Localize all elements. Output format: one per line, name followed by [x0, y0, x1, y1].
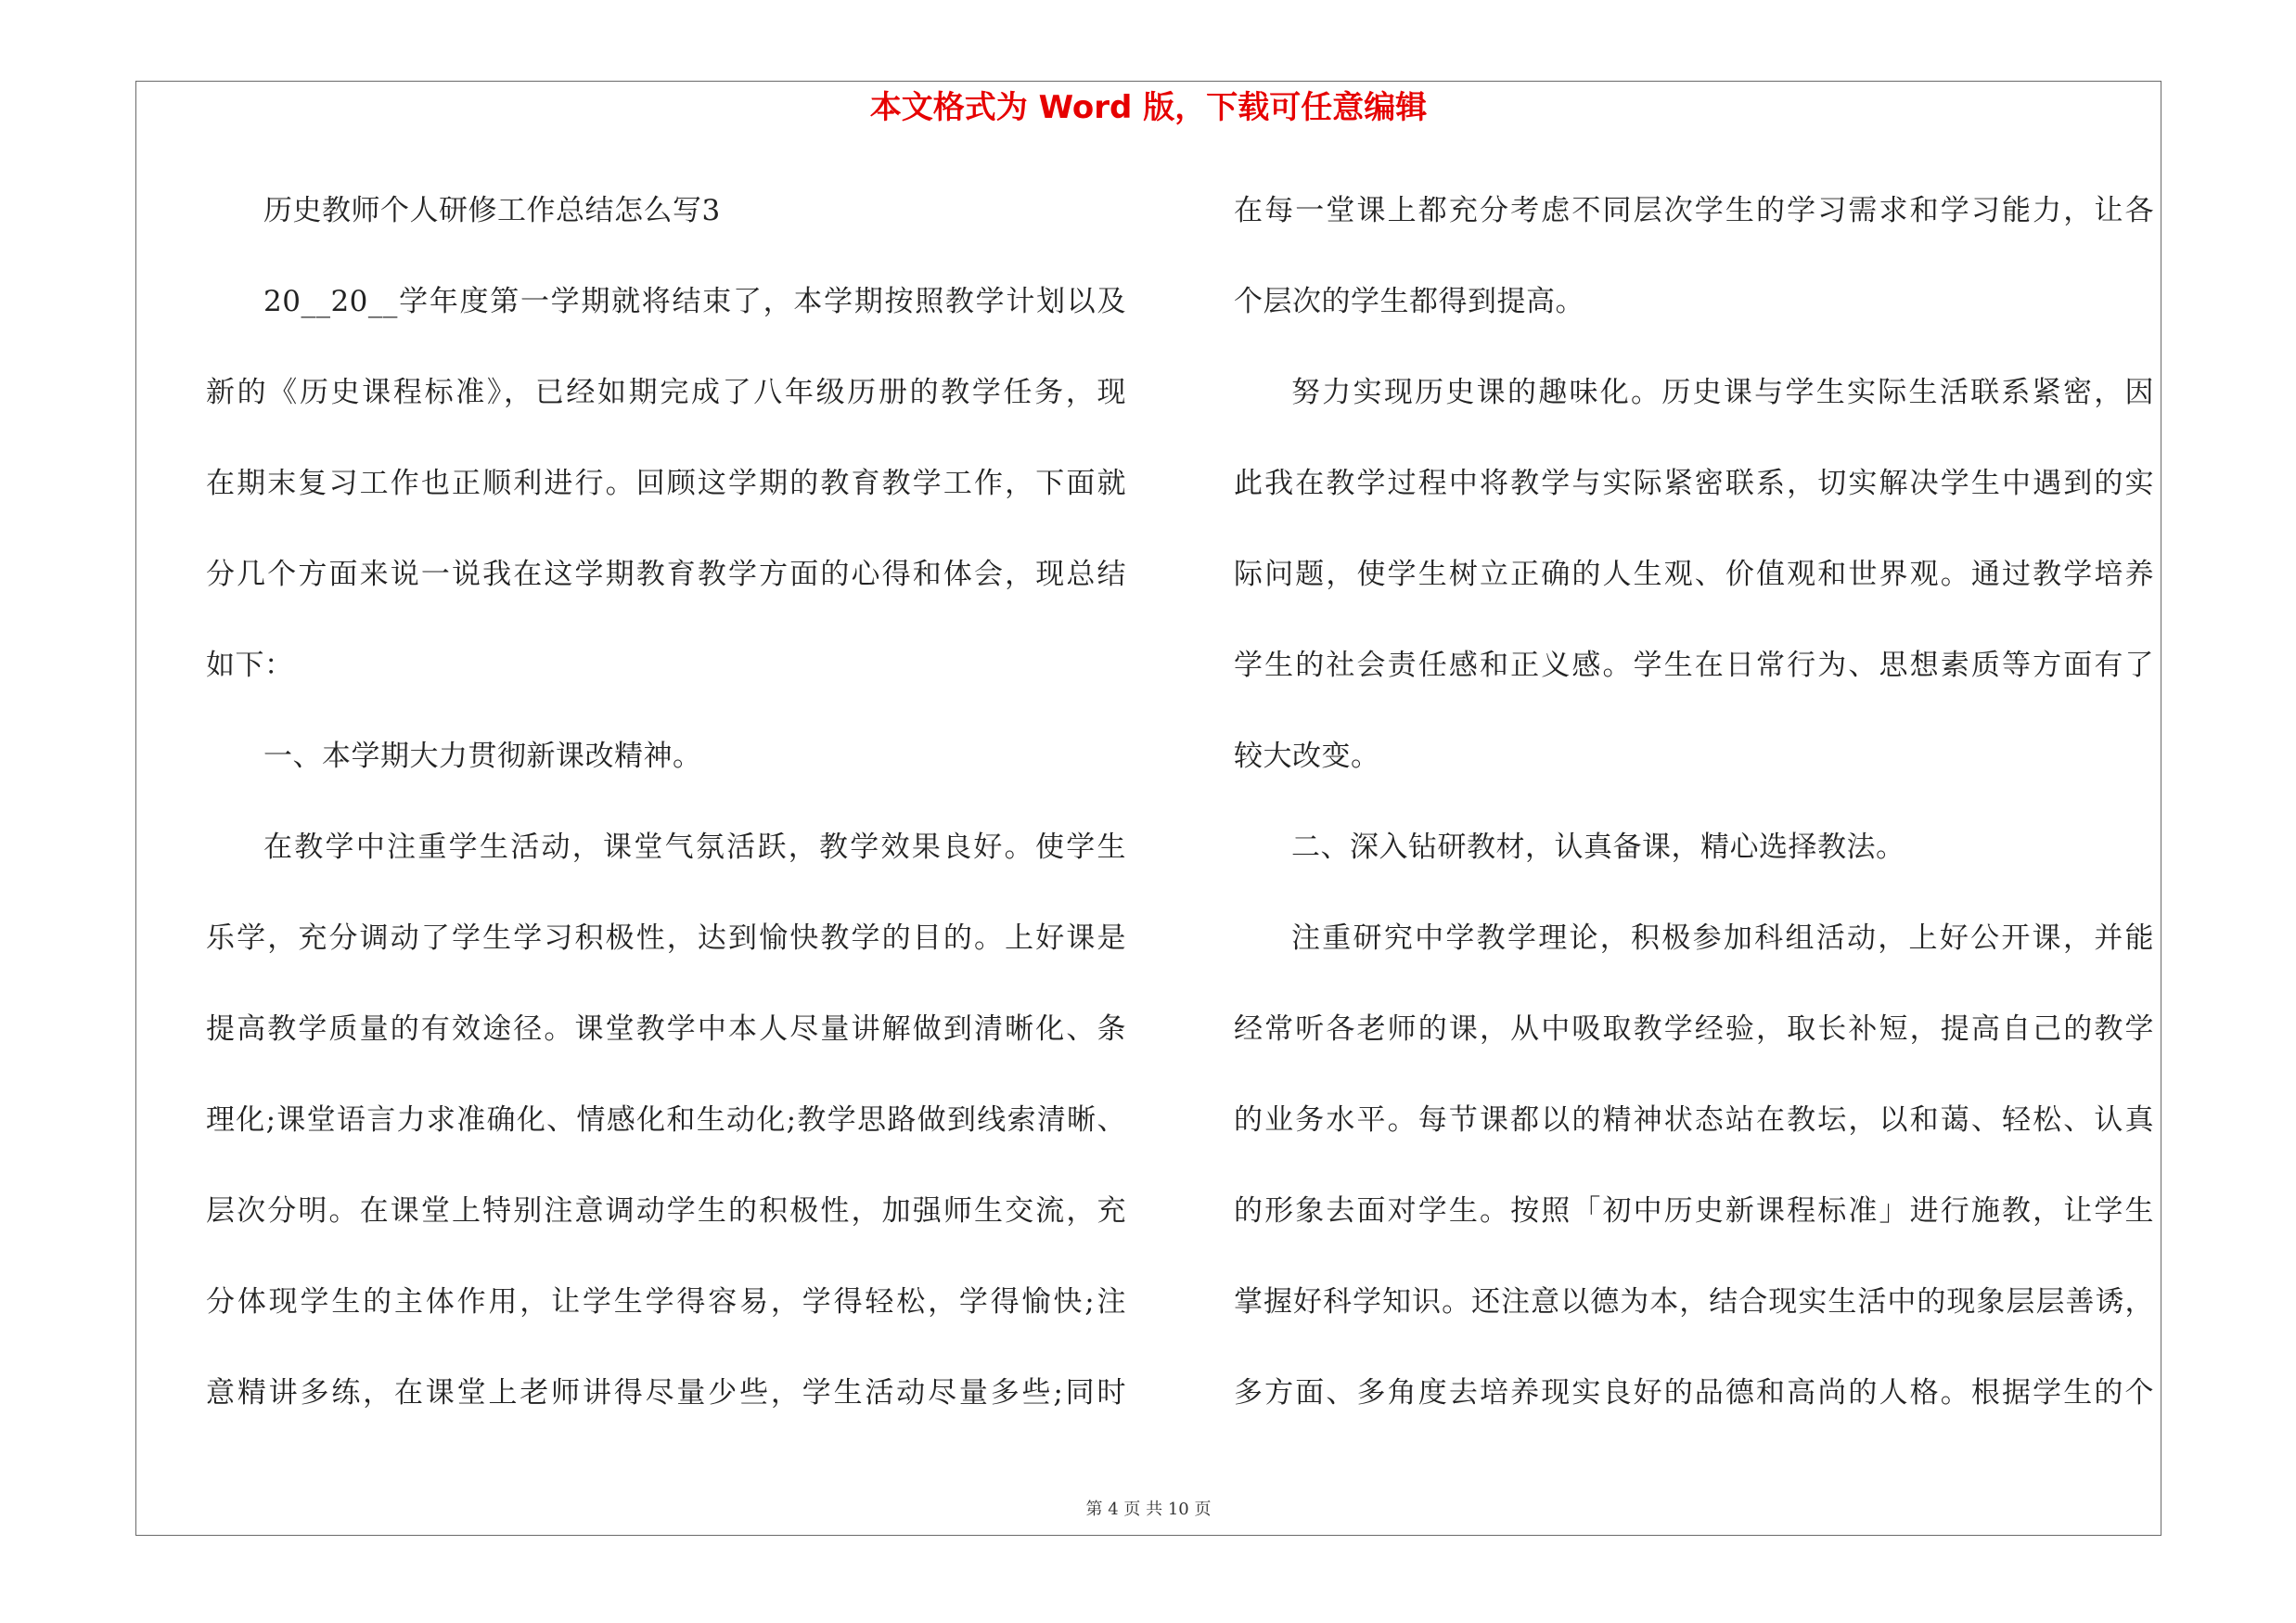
text-line: 乐学，充分调动了学生学习积极性，达到愉快教学的目的。上好课是 — [206, 921, 1126, 955]
text-line: 历史教师个人研修工作总结怎么写3 — [263, 194, 721, 227]
text-line: 分体现学生的主体作用，让学生学得容易，学得轻松，学得愉快;注 — [206, 1285, 1126, 1319]
text-line: 在每一堂课上都充分考虑不同层次学生的学习需求和学习能力，让各 — [1234, 194, 2154, 227]
text-line: 的业务水平。每节课都以的精神状态站在教坛，以和蔼、轻松、认真 — [1234, 1103, 2154, 1137]
text-line: 较大改变。 — [1234, 740, 1380, 773]
text-line: 如下： — [206, 649, 294, 682]
text-line: 层次分明。在课堂上特别注意调动学生的积极性，加强师生交流，充 — [206, 1194, 1126, 1228]
text-line: 在期末复习工作也正顺利进行。回顾这学期的教育教学工作，下面就 — [206, 467, 1126, 500]
section-heading: 一、本学期大力贯彻新课改精神。 — [263, 740, 702, 773]
text-line: 此我在教学过程中将教学与实际紧密联系，切实解决学生中遇到的实 — [1234, 467, 2154, 500]
section-heading: 二、深入钻研教材，认真备课，精心选择教法。 — [1291, 831, 1905, 864]
text-line: 分几个方面来说一说我在这学期教育教学方面的心得和体会，现总结 — [206, 558, 1126, 591]
text-line: 新的《历史课程标准》，已经如期完成了八年级历册的教学任务，现 — [206, 376, 1126, 409]
text-line: 经常听各老师的课，从中吸取教学经验，取长补短，提高自己的教学 — [1234, 1012, 2154, 1046]
right-column — [1234, 165, 2154, 1438]
left-column — [206, 165, 1126, 1438]
format-notice: 本文格式为 Word 版，下载可任意编辑 — [869, 89, 1428, 126]
text-line: 在教学中注重学生活动，课堂气氛活跃，教学效果良好。使学生 — [263, 831, 1126, 864]
text-line: 学生的社会责任感和正义感。学生在日常行为、思想素质等方面有了 — [1234, 649, 2154, 682]
text-line: 提高教学质量的有效途径。课堂教学中本人尽量讲解做到清晰化、条 — [206, 1012, 1126, 1046]
text-line: 理化;课堂语言力求准确化、情感化和生动化;教学思路做到线索清晰、 — [206, 1103, 1126, 1137]
text-line: 个层次的学生都得到提高。 — [1234, 285, 1584, 318]
page-number: 第 4 页 共 10 页 — [1085, 1500, 1212, 1519]
text-line: 际问题，使学生树立正确的人生观、价值观和世界观。通过教学培养 — [1234, 558, 2154, 591]
text-line: 20__20__学年度第一学期就将结束了，本学期按照教学计划以及 — [263, 285, 1126, 318]
text-line: 努力实现历史课的趣味化。历史课与学生实际生活联系紧密，因 — [1291, 376, 2154, 409]
text-line: 意精讲多练，在课堂上老师讲得尽量少些，学生活动尽量多些;同时 — [206, 1376, 1126, 1410]
text-line: 多方面、多角度去培养现实良好的品德和高尚的人格。根据学生的个 — [1234, 1376, 2154, 1410]
text-line: 注重研究中学教学理论，积极参加科组活动，上好公开课，并能 — [1291, 921, 2154, 955]
text-line: 的形象去面对学生。按照「初中历史新课程标准」进行施教，让学生 — [1234, 1194, 2154, 1228]
text-line: 掌握好科学知识。还注意以德为本，结合现实生活中的现象层层善诱， — [1234, 1285, 2154, 1319]
